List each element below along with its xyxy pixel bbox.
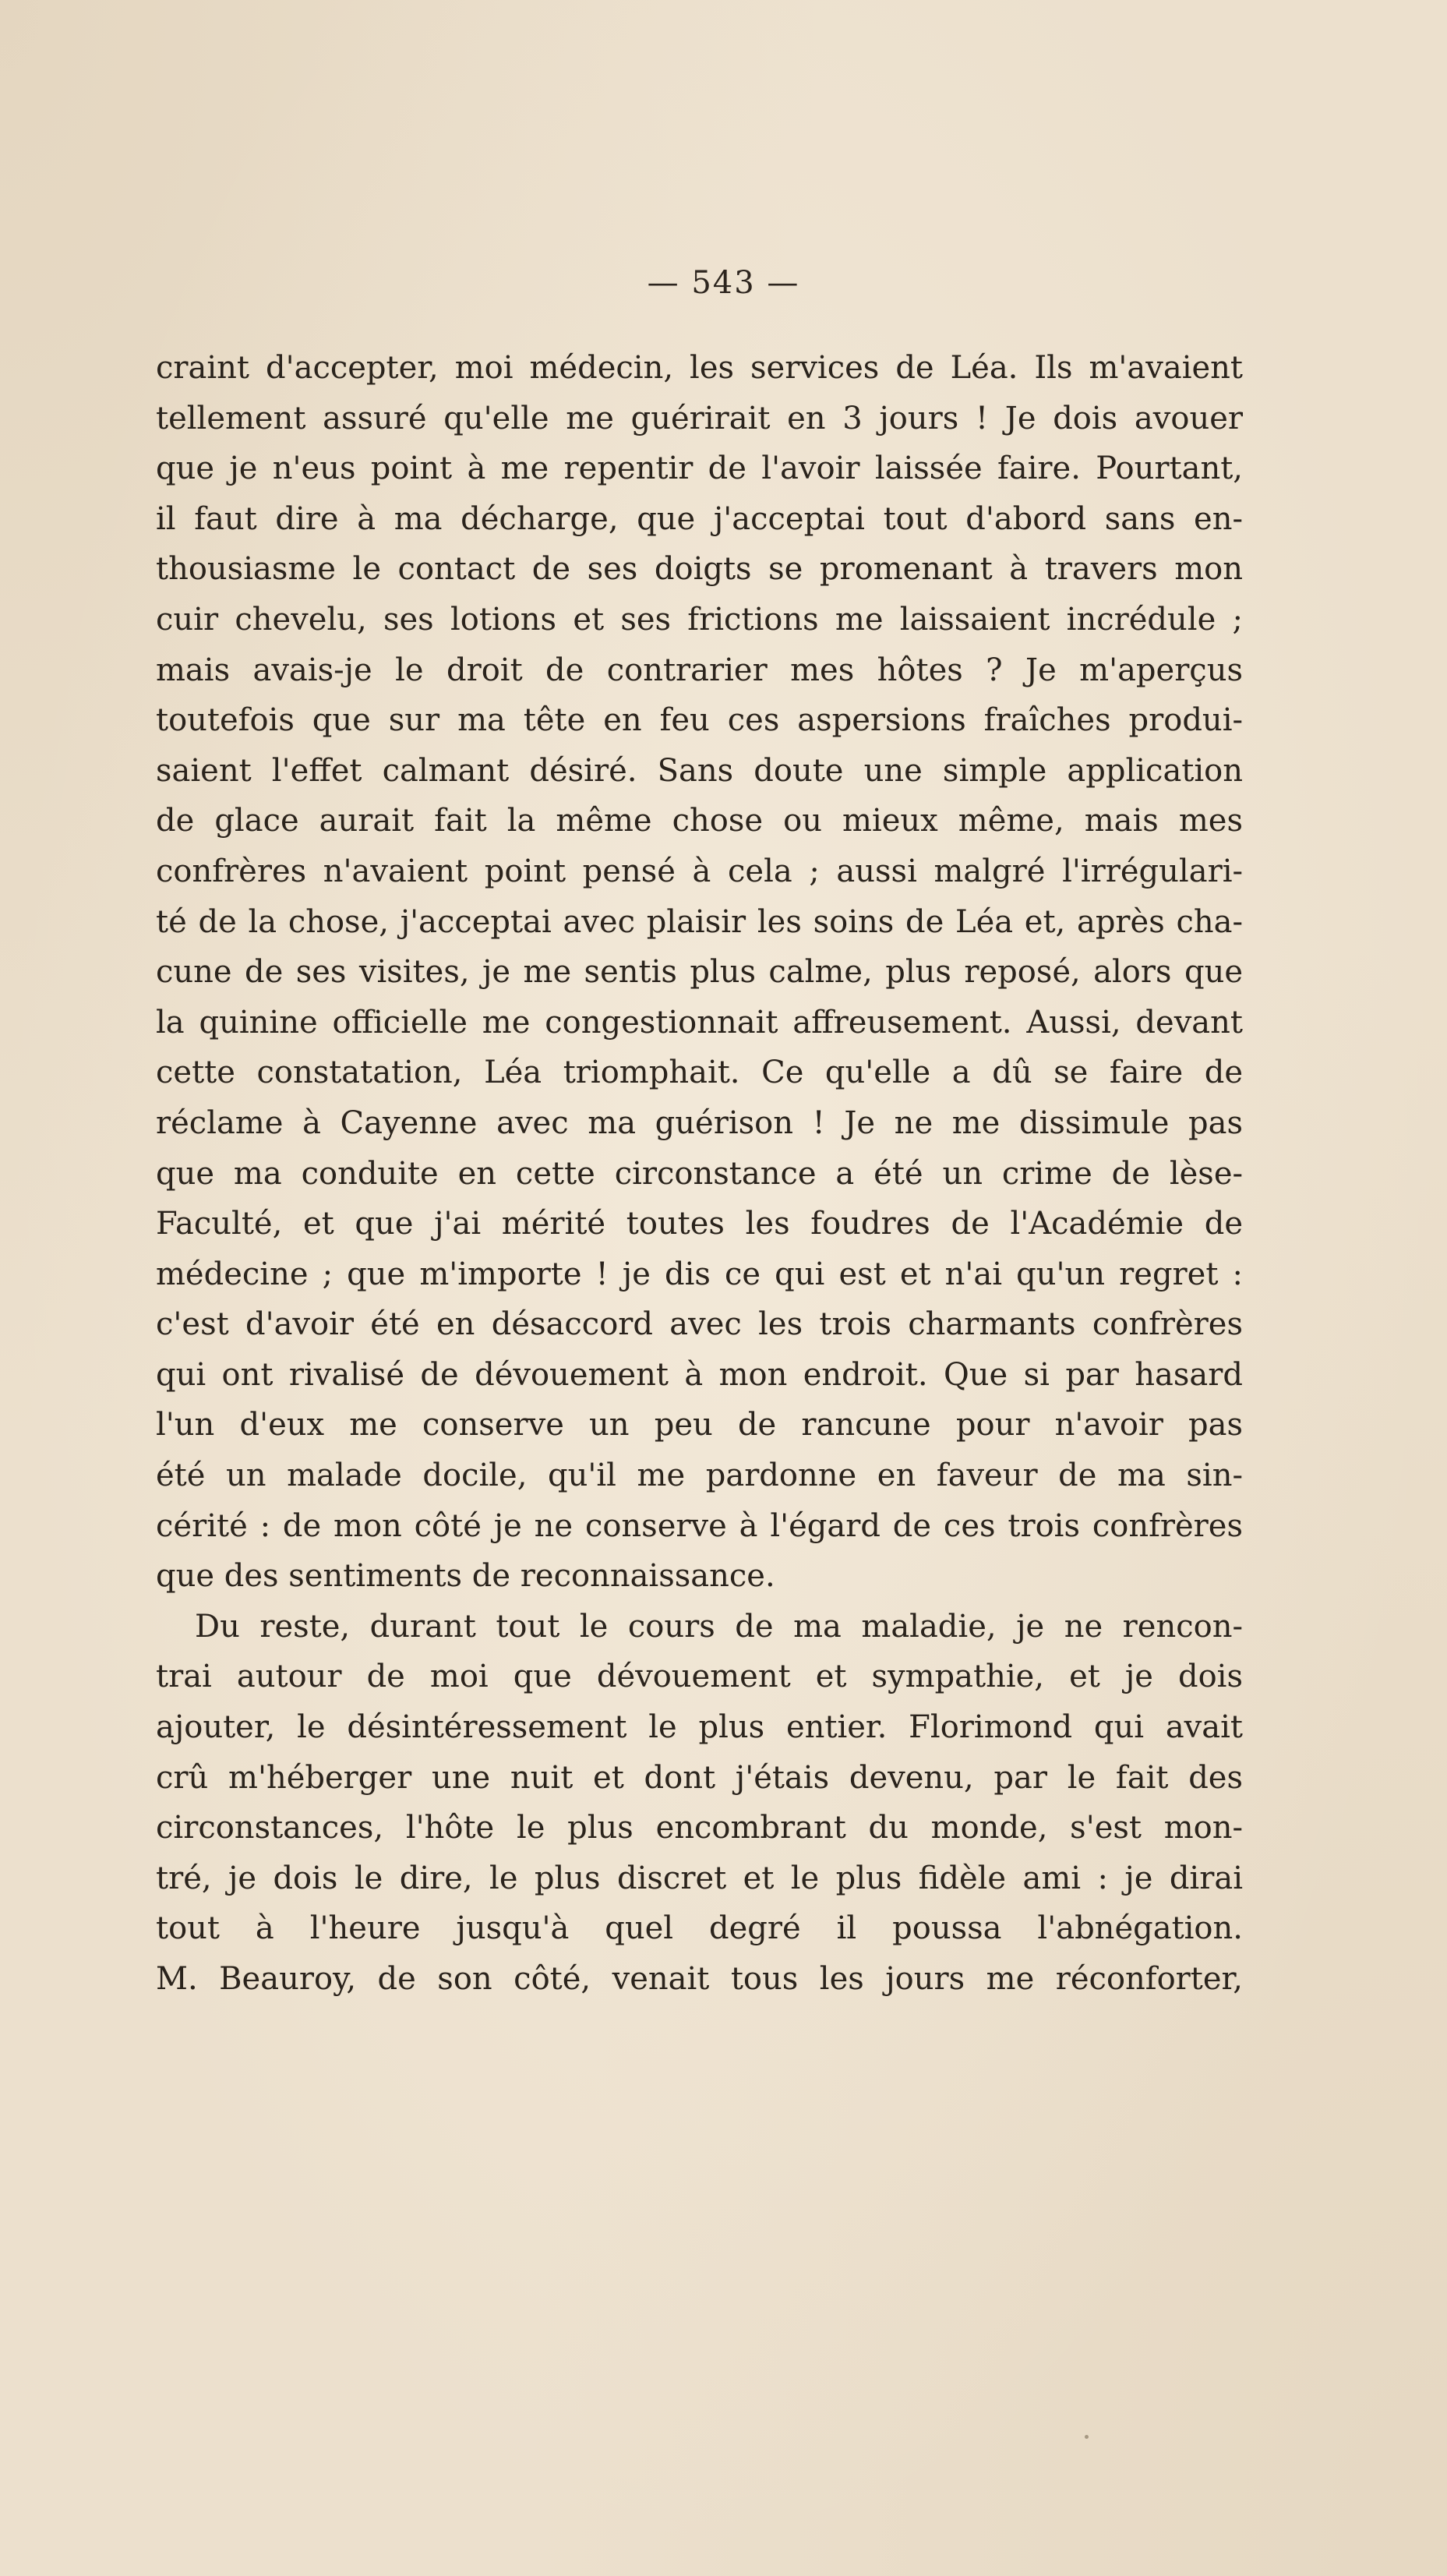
text-line: trai autour de moi que dévouement et sympathie, et je dois [156, 1659, 1243, 1695]
text-line: Du reste, durant tout le cours de ma maladie, je ne rencon- [195, 1608, 1243, 1645]
text-line: que des sentiments de reconnaissance. [156, 1558, 775, 1595]
text-line: toutefois que sur ma tête en feu ces aspersions fraîches produi- [156, 702, 1243, 739]
text-line: tellement assuré qu'elle me guérirait en 3 jours ! Je dois avouer [156, 400, 1243, 436]
text-line: tré, je dois le dire, le plus discret et le plus fidèle ami : je dirai [156, 1860, 1243, 1896]
text-line: médecine ; que m'importe ! je dis ce qui est et n'ai qu'un regret : [156, 1256, 1243, 1292]
text-line: crû m'héberger une nuit et dont j'étais devenu, par le fait des [156, 1759, 1243, 1796]
text-line: saient l'effet calmant désiré. Sans doute une simple application [156, 752, 1243, 789]
text-line: la quinine officielle me congestionnait affreusement. Aussi, devant [156, 1004, 1243, 1041]
text-line: M. Beauroy, de son côté, venait tous les jours me réconforter, [156, 1961, 1243, 1997]
text-line: qui ont rivalisé de dévouement à mon endroit. Que si par hasard [156, 1356, 1243, 1393]
text-line: Faculté, et que j'ai mérité toutes les foudres de l'Académie de [156, 1206, 1243, 1242]
text-line: cune de ses visites, je me sentis plus calme, plus reposé, alors que [156, 954, 1243, 991]
text-line: circonstances, l'hôte le plus encombrant du monde, s'est mon- [156, 1810, 1243, 1846]
text-line: mais avais-je le droit de contrarier mes hôtes ? Je m'aperçus [156, 652, 1243, 688]
text-line: ajouter, le désintéressement le plus entier. Florimond qui avait [156, 1709, 1243, 1746]
text-line: confrères n'avaient point pensé à cela ; aussi malgré l'irrégulari- [156, 853, 1243, 889]
text-line: cette constatation, Léa triomphait. Ce qu'elle a dû se faire de [156, 1055, 1243, 1091]
text-line: tout à l'heure jusqu'à quel degré il poussa l'abnégation. [156, 1910, 1243, 1947]
text-line: craint d'accepter, moi médecin, les services de Léa. Ils m'avaient [156, 350, 1243, 386]
text-line: thousiasme le contact de ses doigts se promenant à travers mon [156, 551, 1243, 588]
text-line: cuir chevelu, ses lotions et ses frictions me laissaient incrédule ; [156, 601, 1243, 638]
text-line: il faut dire à ma décharge, que j'acceptai tout d'abord sans en- [156, 500, 1243, 537]
text-line: que ma conduite en cette circonstance a été un crime de lèse- [156, 1155, 1243, 1192]
text-line: été un malade docile, qu'il me pardonne en faveur de ma sin- [156, 1458, 1243, 1494]
page-number: — 543 — [647, 265, 800, 301]
text-line: de glace aurait fait la même chose ou mieux même, mais mes [156, 803, 1243, 839]
text-line: l'un d'eux me conserve un peu de rancune pour n'avoir pas [156, 1407, 1243, 1443]
text-line: cérité : de mon côté je ne conserve à l'égard de ces trois confrères [156, 1507, 1243, 1544]
body-text [156, 343, 1243, 2005]
text-line: réclame à Cayenne avec ma guérison ! Je ne me dissimule pas [156, 1104, 1243, 1141]
text-line: c'est d'avoir été en désaccord avec les trois charmants confrères [156, 1306, 1243, 1343]
text-line: té de la chose, j'acceptai avec plaisir les soins de Léa et, après cha- [156, 903, 1243, 940]
text-line: que je n'eus point à me repentir de l'avoir laissée faire. Pourtant, [156, 451, 1243, 487]
paper-speck [1085, 2435, 1089, 2439]
